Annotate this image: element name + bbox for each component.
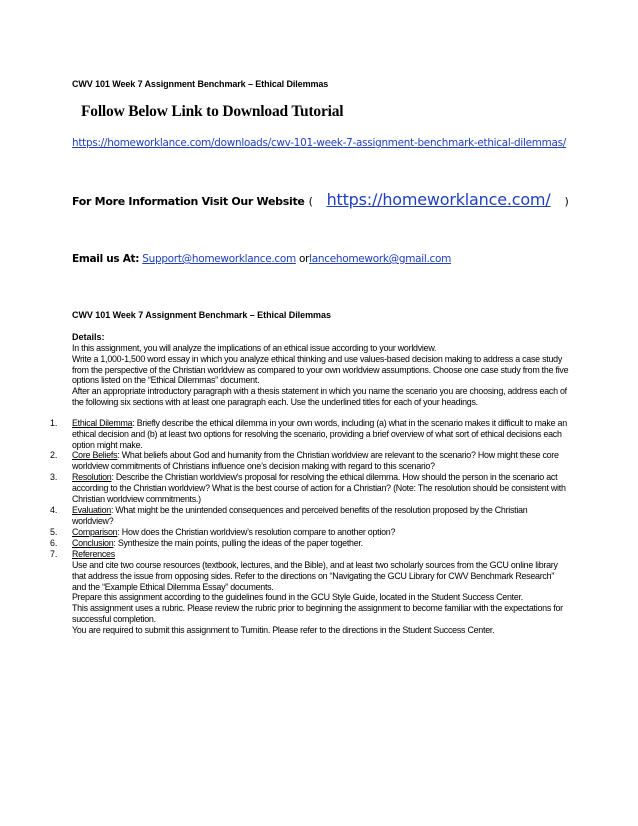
intro-line: After an appropriate introductory paragraph with a thesis statement in which you name the scenario you are choosing, address each of the following six sections with at least one paragraph each. Use the underlined titles for each of your headings. xyxy=(72,386,567,407)
references-notes xyxy=(72,560,570,636)
list-number: 6. xyxy=(50,538,58,548)
list-number: 4. xyxy=(50,505,58,515)
email-label: Email us At: xyxy=(72,253,140,265)
item-text: : Describe the Christian worldview’s proposal for resolving the ethical dilemma. How should the person in the scenario act according to the Christian worldview? What is the best course of action for a Christian? (Note: The resolution should be consistent with Christian worldview commitments.) xyxy=(72,472,566,504)
assignment-title: CWV 101 Week 7 Assignment Benchmark – Ethical Dilemmas xyxy=(72,310,331,320)
website-label: For More Information Visit Our Website xyxy=(72,195,305,208)
list-number: 1. xyxy=(50,418,58,428)
lance-email-link[interactable]: lancehomework@gmail.com xyxy=(309,253,452,265)
document-title: CWV 101 Week 7 Assignment Benchmark – Ethical Dilemmas xyxy=(72,79,329,89)
list-item xyxy=(72,549,567,560)
note-line: Prepare this assignment according to the guidelines found in the GCU Style Guide, located in the Student Success Center. xyxy=(72,592,524,603)
item-heading: Evaluation xyxy=(72,505,111,515)
list-item xyxy=(72,505,567,527)
list-item xyxy=(72,450,567,472)
support-email-link[interactable]: Support@homeworklance.com xyxy=(142,253,296,265)
details-label: Details: xyxy=(72,332,105,342)
list-number: 7. xyxy=(50,549,58,559)
item-text: : What might be the unintended consequences and perceived benefits of the resolution proposed by the Christian worldview? xyxy=(72,505,528,526)
item-text: : What beliefs about God and humanity from the Christian worldview are relevant to the scenario? How might these core worldview commitments of Christians influence one’s decision making with regard to this scenario? xyxy=(72,450,559,471)
list-number: 3. xyxy=(50,472,58,482)
item-heading: Resolution xyxy=(72,472,112,482)
intro-line: In this assignment, you will analyze the implications of an ethical issue according to your worldview. xyxy=(72,343,437,353)
item-heading: Conclusion xyxy=(72,538,114,548)
tutorial-link[interactable]: https://homeworklance.com/downloads/cwv-101-week-7-assignment-benchmark-ethical-dilemmas/ xyxy=(72,137,567,149)
website-close-paren: ) xyxy=(564,195,569,208)
note-line: You are required to submit this assignment to Turnitin. Please refer to the directions in the Student Success Center. xyxy=(72,624,495,635)
website-open-paren: ( xyxy=(308,195,313,208)
list-item xyxy=(72,472,567,504)
item-heading: Comparison xyxy=(72,527,118,537)
intro-line: Write a 1,000-1,500 word essay in which you analyze ethical thinking and use values-based decision making to address a case study from the perspective of the Christian worldview as compared to your own worldview assumptions. Choose one case study from the five options listed on the “Ethical Dilemmas” document. xyxy=(72,353,569,386)
website-line xyxy=(72,190,569,209)
item-heading: References xyxy=(72,549,115,559)
note-line: This assignment uses a rubric. Please review the rubric prior to beginning the assignment to become familiar with the expectations for successful completion. xyxy=(72,603,563,624)
website-link[interactable]: https://homeworklance.com/ xyxy=(326,190,551,209)
list-number: 5. xyxy=(50,527,58,537)
item-heading: Core Beliefs xyxy=(72,450,118,460)
item-heading: Ethical Dilemma xyxy=(72,418,133,428)
tutorial-heading: Follow Below Link to Download Tutorial xyxy=(81,103,344,120)
item-text: : How does the Christian worldview’s resolution compare to another option? xyxy=(117,527,396,537)
note-line: Use and cite two course resources (textbook, lectures, and the Bible), and at least two scholarly sources from the GCU online library that address the issue from opposing sides. Refer to the directions on “Navigating the GCU Library for CWV Benchmark Research” and the “Example Ethical Dilemma Essay” documents. xyxy=(72,560,558,592)
item-text: : Synthesize the main points, pulling the ideas of the paper together. xyxy=(113,538,363,548)
item-text: : Briefly describe the ethical dilemma in your own words, including (a) what in the scenario makes it difficult to make an ethical decision and (b) at least two options for resolving the scenario, providing a brief overview of what sort of ethical decisions each option might make. xyxy=(72,418,567,450)
list-number: 2. xyxy=(50,450,58,460)
intro-paragraphs xyxy=(72,343,572,408)
list-item xyxy=(72,527,567,538)
list-item xyxy=(72,418,567,450)
list-item xyxy=(72,538,567,549)
email-line xyxy=(72,253,451,265)
email-or: or xyxy=(298,253,310,265)
